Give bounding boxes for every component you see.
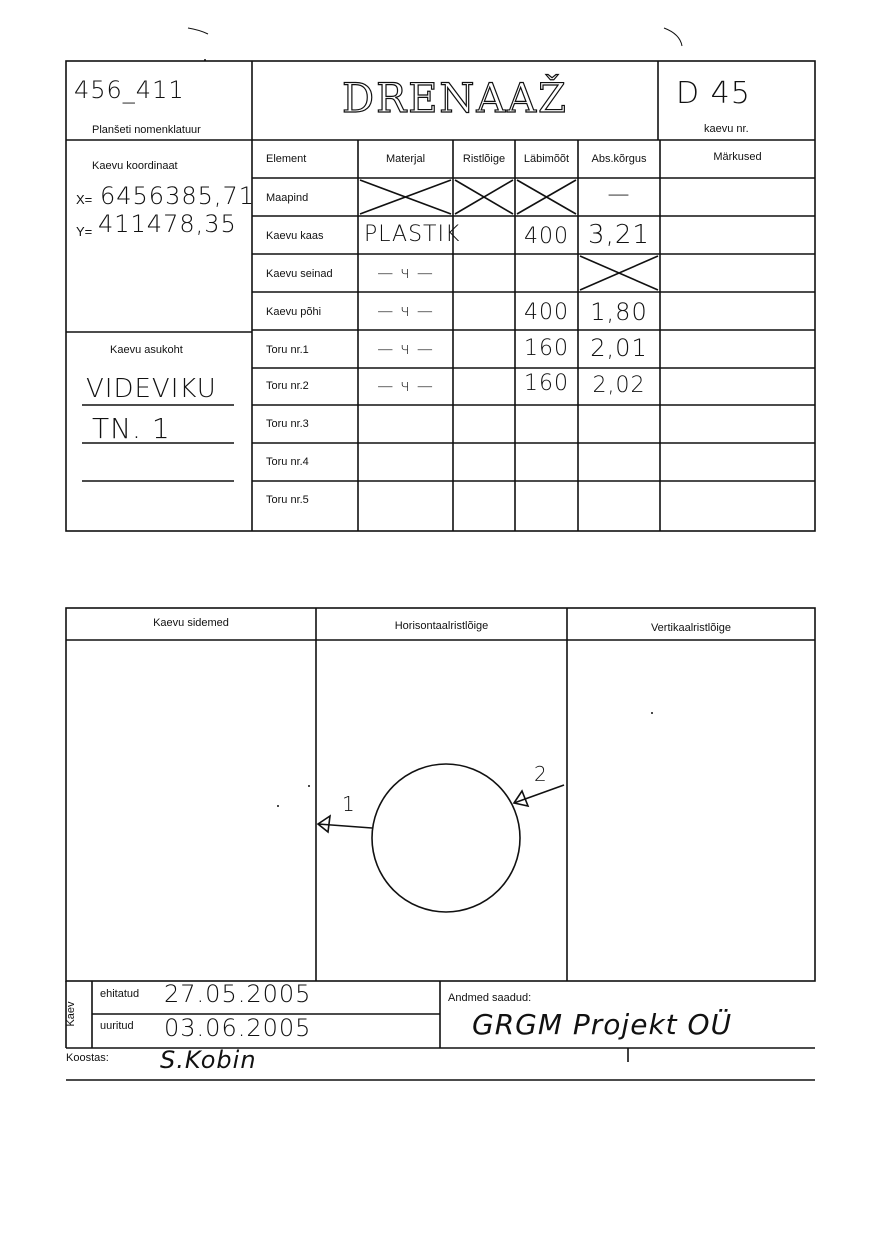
compiled-by-value: S.Kobin — [160, 1046, 257, 1074]
compiled-label: Koostas: — [66, 1052, 109, 1064]
col-element: Element — [266, 153, 307, 165]
row-material: — ч — — [377, 263, 434, 282]
col-material: Materjal — [385, 153, 426, 165]
y-coordinate-value: 411478,35 — [98, 210, 237, 238]
x-prefix: X= — [76, 192, 93, 207]
col-horizontal-section: Horisontaalristlõige — [394, 620, 489, 632]
row-diameter: 160 — [524, 336, 569, 361]
page-title: DRENAAŽ — [342, 76, 568, 122]
measured-date: 03.06.2005 — [164, 1014, 312, 1042]
row-diameter: 400 — [524, 300, 569, 325]
row-material: — ч — — [377, 339, 434, 358]
row-height: 1,80 — [590, 298, 648, 326]
y-prefix: Y= — [76, 224, 93, 239]
location-label: Kaevu asukoht — [110, 344, 183, 356]
row-height: 3,21 — [588, 220, 650, 250]
row-element: Maapind — [266, 192, 309, 204]
map-sheet-label: Planšeti nomenklatuur — [92, 124, 201, 136]
pipe-1-label: 1 — [342, 792, 356, 816]
side-label: Kaev — [65, 1001, 77, 1027]
row-material: PLASTIK — [364, 222, 461, 247]
row-element: Kaevu kaas — [266, 230, 324, 242]
location-line-1: VIDEVIKU — [86, 374, 217, 404]
row-element: Toru nr.4 — [266, 456, 309, 468]
data-from-value: GRGM Projekt OÜ — [472, 1008, 733, 1041]
measured-label: uuritud — [100, 1020, 134, 1032]
row-element: Kaevu seinad — [266, 268, 333, 280]
coordinates-label: Kaevu koordinaat — [92, 160, 178, 172]
row-material: — ч — — [377, 301, 434, 320]
row-height: — — [607, 182, 631, 207]
row-height: 2,02 — [592, 373, 646, 398]
row-material: — ч — — [377, 376, 434, 395]
data-from-label: Andmed saadud: — [448, 992, 532, 1004]
row-diameter: 400 — [524, 224, 569, 249]
col-vertical-section: Vertikaalristlõige — [650, 622, 732, 634]
row-element: Toru nr.5 — [266, 494, 309, 506]
x-coordinate-value: 6456385,71 — [100, 182, 256, 210]
location-line-2: TN. 1 — [92, 412, 171, 445]
built-date: 27.05.2005 — [164, 980, 312, 1008]
row-height: 2,01 — [590, 334, 648, 362]
pipe-2-label: 2 — [534, 762, 548, 786]
col-cross-section: Ristlõige — [462, 153, 506, 165]
row-diameter: 160 — [524, 371, 569, 396]
well-number-label: kaevu nr. — [704, 123, 749, 135]
row-element: Toru nr.1 — [266, 344, 309, 356]
row-element: Toru nr.2 — [266, 380, 309, 392]
col-well-connections: Kaevu sidemed — [153, 617, 229, 629]
col-abs-height: Abs.kõrgus — [591, 153, 647, 165]
col-diameter: Läbimõõt — [523, 153, 570, 165]
map-sheet-value: 456_411 — [74, 76, 185, 104]
built-label: ehitatud — [100, 988, 140, 1000]
row-element: Toru nr.3 — [266, 418, 309, 430]
well-number-value: D 45 — [676, 76, 751, 111]
col-notes: Märkused — [713, 151, 762, 163]
row-element: Kaevu põhi — [266, 306, 322, 318]
